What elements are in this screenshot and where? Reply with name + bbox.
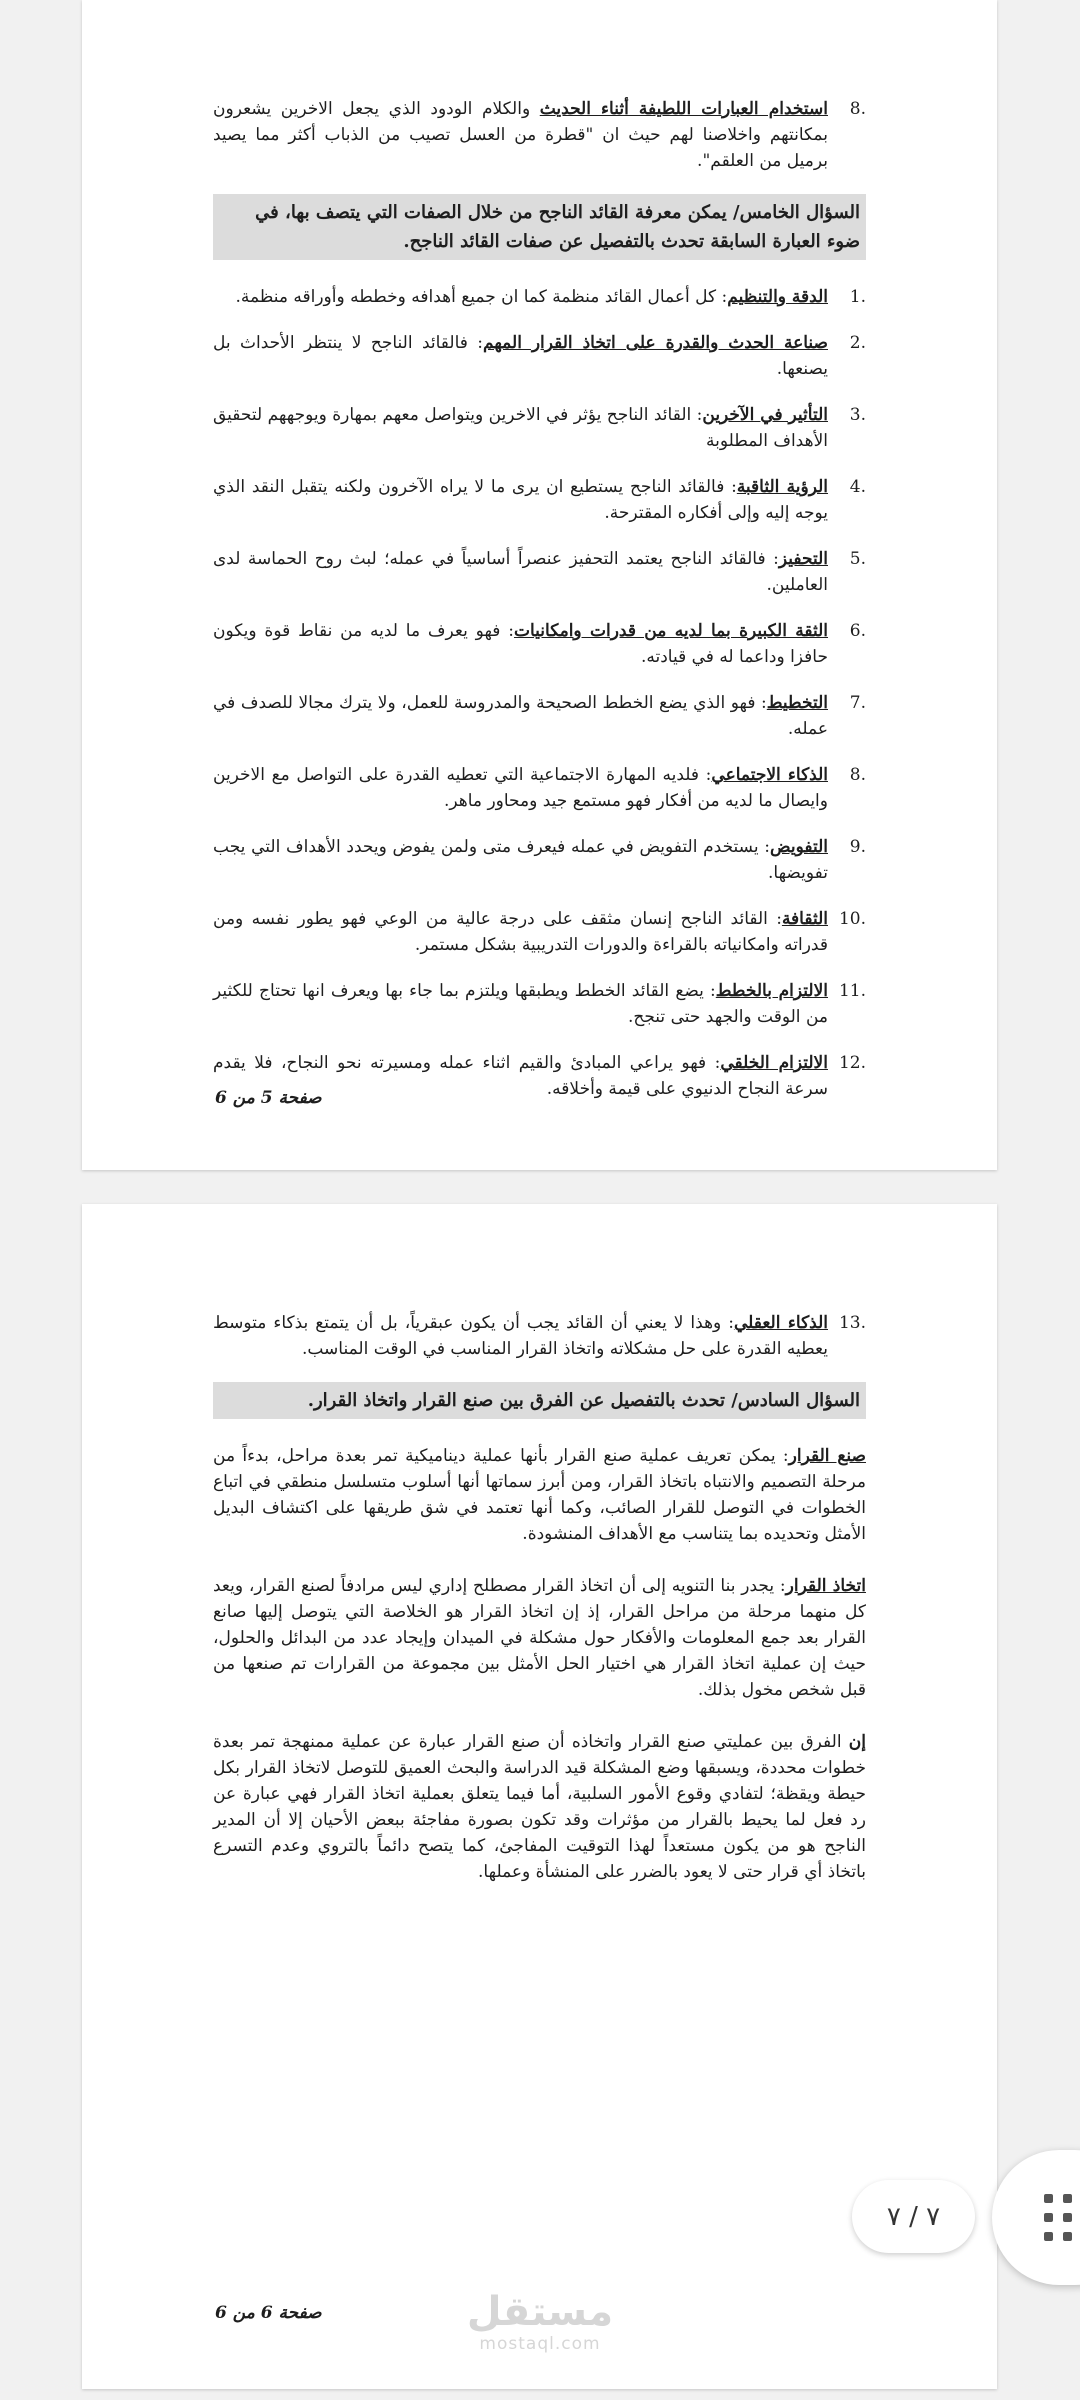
- item-title: استخدام العبارات اللطيفة أثناء الحديث: [539, 99, 828, 119]
- page-counter-text: ٧ / ٧: [886, 2201, 941, 2232]
- question-5-heading: السؤال الخامس/ يمكن معرفة القائد الناجح من خلال الصفات التي يتصف بها، في ضوء العبارة السابقة تحدث بالتفصيل عن صفات القائد الناجح.: [213, 194, 866, 260]
- item-title: الدقة والتنظيم: [727, 287, 828, 307]
- page6-content: [213, 1310, 866, 1911]
- page-footer: صفحة 5 من 6: [215, 1088, 322, 1108]
- list-item: .7 التخطيط: فهو الذي يضع الخطط الصحيحة والمدروسة للعمل، ولا يترك مجالا للصدف في عمله.: [213, 693, 866, 739]
- list-item: .4 الرؤية الثاقبة: فالقائد الناجح يستطيع ان يرى ما لا يراه الآخرون ولكنه يتقبل النقد الذي يوجه إليه وإلى أفكاره المقترحة.: [213, 477, 866, 523]
- item-text: : فلديه المهارة الاجتماعية التي تعطيه القدرة على التواصل مع الاخرين وايصال ما لديه من أفكار فهو مستمع جيد ومحاور ماهر.: [213, 765, 828, 811]
- paragraph-title: صنع القرار: [788, 1446, 866, 1466]
- item-title: صناعة الحدث والقدرة على اتخاذ القرار المهم: [483, 333, 828, 353]
- list-item: .10 الثقافة: القائد الناجح إنسان مثقف على درجة عالية من الوعي فهو يطور نفسه ومن قدراته وامكانياته بالقراءة والدورات التدريبية بشكل مستمر.: [213, 909, 866, 955]
- item-title: الثقافة: [781, 909, 828, 929]
- item-text: والكلام الودود الذي يجعل الاخرين يشعرون بمكانتهم واخلاصنا لهم حيث ان "قطرة من العسل تصيب من الذباب أكثر مما يصيد برميل من العلقم".: [213, 99, 828, 171]
- page5-content: [213, 96, 866, 1122]
- mostaql-watermark: [0, 2290, 1080, 2354]
- item-title: الالتزام الخلقي: [720, 1053, 828, 1073]
- leader-traits-list: [213, 284, 866, 1102]
- page-counter-badge[interactable]: [852, 2180, 975, 2253]
- item-text: : وهذا لا يعني أن القائد يجب أن يكون عبقرياً، بل أن يتمتع بذكاء متوسط يعطيه القدرة على حل مشكلاته واتخاذ القرار المناسب في الوقت المناسب.: [213, 1313, 828, 1359]
- paragraph-decision-making: صنع القرار: يمكن تعريف عملية صنع القرار بأنها عملية ديناميكية تمر بعدة مراحل، بدءاً من مرحلة التصميم والانتباه باتخاذ القرار، ومن أبرز سماتها أنها أسلوب متسلسل منطقي في اتباع الخطوات في التوصل للقرار الصائب، وكما أنها تعتمد في شق طريقها على اكتشاف البديل الأمثل وتحديده بما يتناسب مع الأهداف المنشودة.: [213, 1446, 866, 1544]
- item-text: : فالقائد الناجح لا ينتظر الأحداث بل يصنعها.: [213, 333, 828, 379]
- list-item: .11 الالتزام بالخطط: يضع القائد الخطط ويطبقها ويلتزم بما جاء بها ويعرف انها تحتاج للكثير من الوقت والجهد حتى تنجح.: [213, 981, 866, 1027]
- item-title: التفويض: [770, 837, 828, 857]
- item-title: التحفيز: [778, 549, 828, 569]
- watermark-arabic: مستقل: [466, 2289, 614, 2335]
- item-title: التخطيط: [766, 693, 828, 713]
- item-text: : فالقائد الناجح يستطيع ان يرى ما لا يراه الآخرون ولكنه يتقبل النقد الذي يوجه إليه وإلى أفكاره المقترحة.: [213, 477, 828, 523]
- list-item: .2 صناعة الحدث والقدرة على اتخاذ القرار المهم: فالقائد الناجح لا ينتظر الأحداث بل يصنعها.: [213, 333, 866, 379]
- item-text: : القائد الناجح إنسان مثقف على درجة عالية من الوعي فهو يطور نفسه ومن قدراته وامكانياته بالقراءة والدورات التدريبية بشكل مستمر.: [213, 909, 828, 955]
- item-title: الثقة الكبيرة بما لديه من قدرات وامكانيات: [513, 621, 829, 641]
- list-item: .6 الثقة الكبيرة بما لديه من قدرات وامكانيات: فهو يعرف ما لديه من نقاط قوة ويكون حافزا وداعما له في قيادته.: [213, 621, 866, 667]
- paragraph-difference: إن الفرق بين عمليتي صنع القرار واتخاذه أن صنع القرار عبارة عن عملية ممنهجة تمر بعدة خطوات محددة، ويسبقها وضع المشكلة قيد الدراسة والبحث العميق للتوصل لاتخاذ القرار بكل حيطة ويقظة؛ لتفادي وقوع الأمور السلبية، أما فيما يتعلق بعملية اتخاذ القرار فهي عبارة عن رد فعل لما يحيط بالقرار من مؤثرات وقد تكون بصورة مفاجئة ببعض الأحيان إلا أن المدير الناجح هو من يكون مستعداً لهذا التوقيت المفاجئ، كما يتصح دائماً بالتروي وعدم التسرع باتخاذ أي قرار حتى لا يعود بالضرر على المنشأة وعملها.: [213, 1732, 866, 1882]
- page-grid-button[interactable]: [992, 2150, 1080, 2285]
- list-item: .12 الالتزام الخلقي: فهو يراعي المبادئ والقيم اثناء عمله ومسيرته نحو النجاح، فلا يقدم سرعة النجاح الدنيوي على قيمة وأخلاقه.: [213, 1053, 866, 1099]
- item-title: الذكاء الاجتماعي: [711, 765, 828, 785]
- item-text: : القائد الناجح يؤثر في الاخرين ويتواصل معهم بمهارة ويوجههم لتحقيق الأهداف المطلوبة: [213, 405, 828, 451]
- paragraph-title: اتخاذ القرار: [785, 1576, 866, 1596]
- item-text: : فهو يراعي المبادئ والقيم اثناء عمله ومسيرته نحو النجاح، فلا يقدم سرعة النجاح الدنيوي على قيمة وأخلاقه.: [213, 1053, 828, 1099]
- item-text: : يضع القائد الخطط ويطبقها ويلتزم بما جاء بها ويعرف انها تحتاج للكثير من الوقت والجهد حتى تنجح.: [213, 981, 828, 1027]
- document-page-5: [82, 0, 997, 1170]
- list-item: .8 الذكاء الاجتماعي: فلديه المهارة الاجتماعية التي تعطيه القدرة على التواصل مع الاخرين وايصال ما لديه من أفكار فهو مستمع جيد ومحاور ماهر.: [213, 765, 866, 811]
- question-6-heading: السؤال السادس/ تحدث بالتفصيل عن الفرق بين صنع القرار واتخاذ القرار.: [213, 1382, 866, 1419]
- page-footer: صفحة 6 من 6: [215, 2303, 322, 2323]
- paragraph-title: إن: [848, 1732, 866, 1752]
- watermark-latin: mostaql.com: [479, 2334, 601, 2354]
- list-item-8-polite-phrases: .8 استخدام العبارات اللطيفة أثناء الحديث والكلام الودود الذي يجعل الاخرين يشعرون بمكانتهم واخلاصنا لهم حيث ان "قطرة من العسل تصيب من الذباب أكثر مما يصيد برميل من العلقم".: [213, 99, 866, 171]
- item-text: : فهو يعرف ما لديه من نقاط قوة ويكون حافزا وداعما له في قيادته.: [213, 621, 828, 667]
- item-title: الالتزام بالخطط: [715, 981, 828, 1001]
- list-item: .9 التفويض: يستخدم التفويض في عمله فيعرف متى ولمن يفوض ويحدد الأهداف التي يجب تفويضها.: [213, 837, 866, 883]
- list-item: .1 الدقة والتنظيم: كل أعمال القائد منظمة كما ان جميع أهدافه وخططه وأوراقه منظمة.: [235, 287, 866, 307]
- item-text: : كل أعمال القائد منظمة كما ان جميع أهدافه وخططه وأوراقه منظمة.: [235, 287, 728, 307]
- list-item-13-mental-intelligence: .13 الذكاء العقلي: وهذا لا يعني أن القائد يجب أن يكون عبقرياً، بل أن يتمتع بذكاء متوسط يعطيه القدرة على حل مشكلاته واتخاذ القرار المناسب في الوقت المناسب.: [213, 1313, 866, 1359]
- list-item: .5 التحفيز: فالقائد الناجح يعتمد التحفيز عنصراً أساسياً في عمله؛ لبث روح الحماسة لدى العاملين.: [213, 549, 866, 595]
- list-item: .3 التأثير في الآخرين: القائد الناجح يؤثر في الاخرين ويتواصل معهم بمهارة ويوجههم لتحقيق الأهداف المطلوبة: [213, 405, 866, 451]
- paragraph-decision-taking: اتخاذ القرار: يجدر بنا التنويه إلى أن اتخاذ القرار مصطلح إداري ليس مرادفاً لصنع القرار، ويعد كل منهما مرحلة من مراحل القرار، إذ إن اتخاذ القرار هو الخلاصة التي يتوصل إليها صانع القرار بعد جمع المعلومات والأفكار حول مشكلة في الميدان وإيجاد عدد من البدائل والحلول، حيث إن عملية اتخاذ القرار هي اختيار الحل الأمثل بين مجموعة من القرارات تم صنعها من قبل شخص مخول بذلك.: [213, 1576, 866, 1700]
- item-text: : فالقائد الناجح يعتمد التحفيز عنصراً أساسياً في عمله؛ لبث روح الحماسة لدى العاملين.: [213, 549, 828, 595]
- item-title: الرؤية الثاقبة: [736, 477, 829, 497]
- item-title: الذكاء العقلي: [733, 1313, 828, 1333]
- item-text: : فهو الذي يضع الخطط الصحيحة والمدروسة للعمل، ولا يترك مجالا للصدف في عمله.: [213, 693, 828, 739]
- item-title: التأثير في الآخرين: [702, 405, 828, 425]
- item-text: : يستخدم التفويض في عمله فيعرف متى ولمن يفوض ويحدد الأهداف التي يجب تفويضها.: [213, 837, 828, 883]
